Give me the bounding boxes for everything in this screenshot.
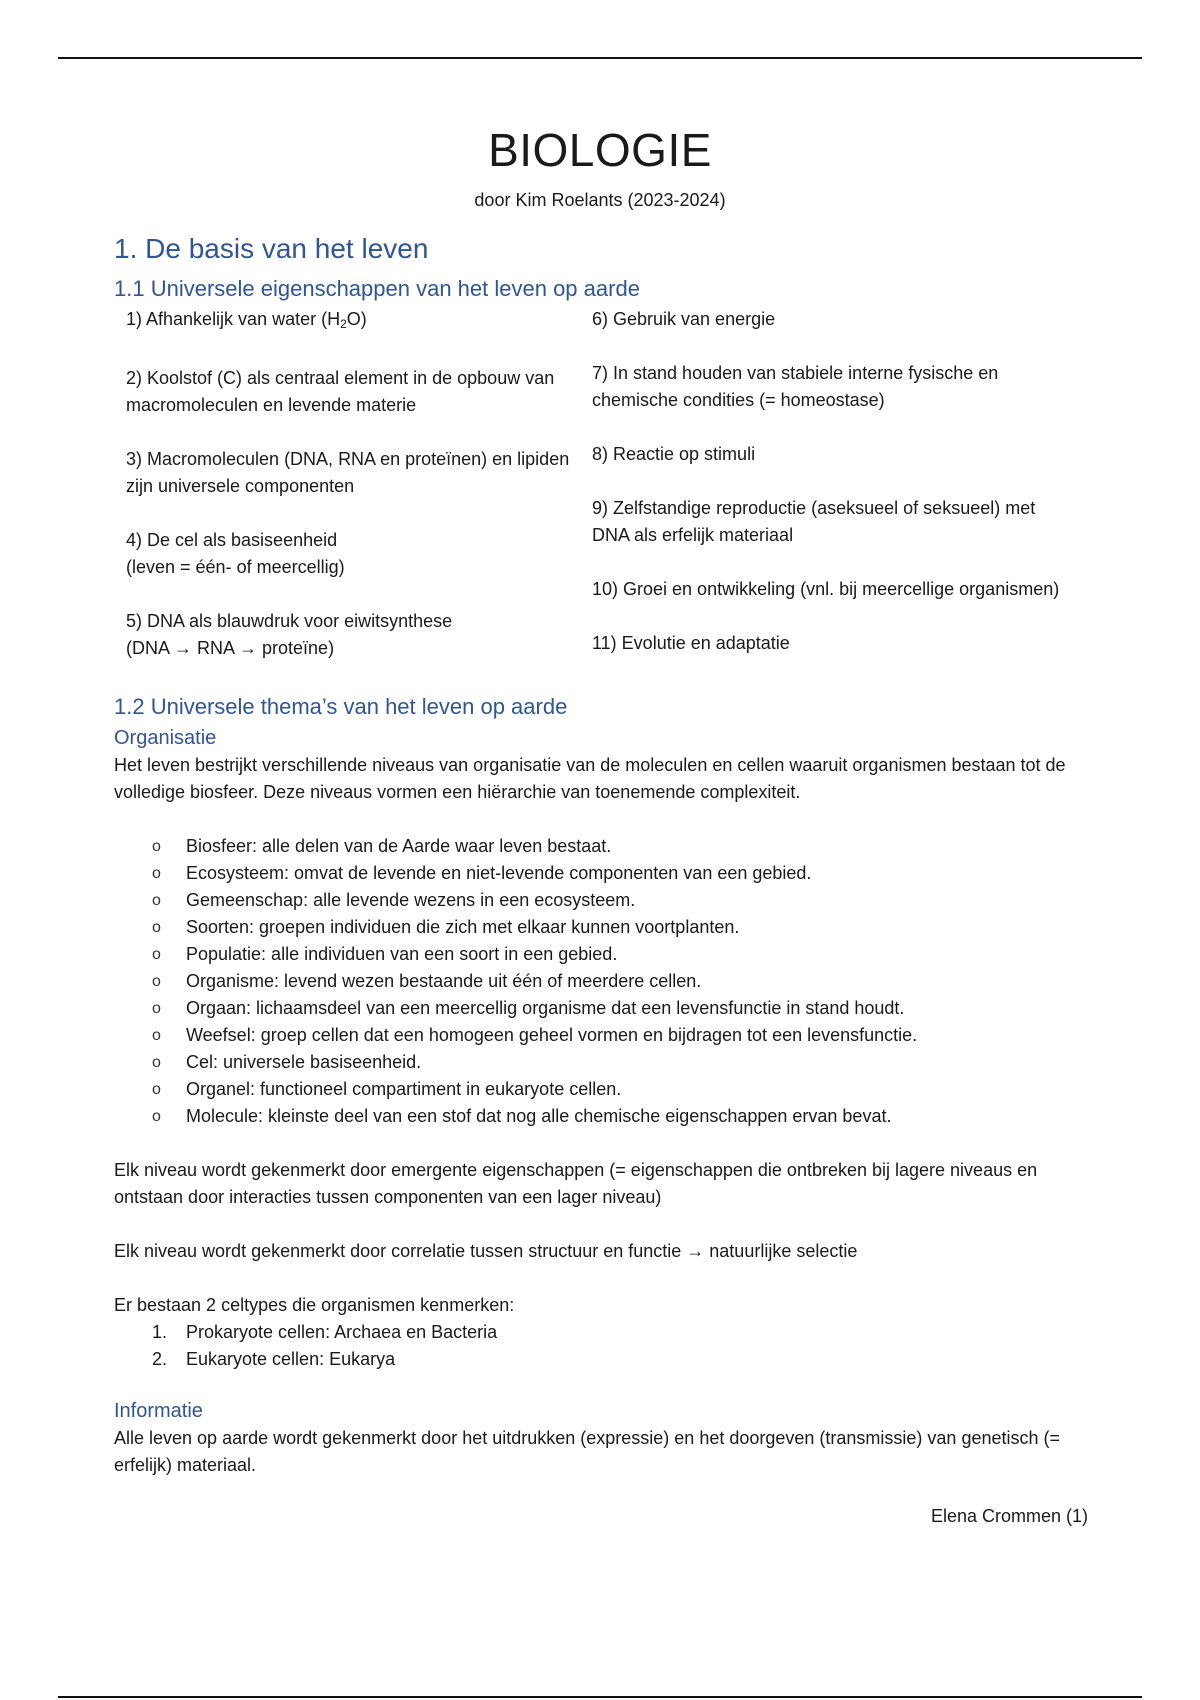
list-item: o Cel: universele basiseenheid. (152, 1049, 1086, 1076)
list-item: 1. Prokaryote cellen: Archaea en Bacteria (152, 1322, 498, 1342)
property-9: 9) Zelfstandige reproductie (aseksueel of seksueel) met DNA als erfelijk materiaal (592, 498, 1036, 545)
bullet-icon: o (152, 838, 161, 855)
organisatie-heading: Organisatie (114, 727, 217, 749)
document-page (114, 118, 1086, 1530)
bullet-icon: o (152, 946, 161, 963)
list-item: o Gemeenschap: alle levende wezens in een ecosysteem. (152, 887, 1086, 914)
informatie-heading: Informatie (114, 1400, 203, 1422)
bullet-icon: o (152, 865, 161, 882)
document-title: BIOLOGIE (488, 124, 712, 176)
emergent-properties-text: Elk niveau wordt gekenmerkt door emergente eigenschappen (= eigenschappen die ontbreken bij lagere niveaus en ontstaan door interacties tussen componenten van een lager niveau) (114, 1160, 1038, 1207)
property-1: 1) Afhankelijk van water $(H_2O)$ (126, 309, 367, 331)
organisation-levels-list (114, 833, 1086, 1130)
property-7: 7) In stand houden van stabiele interne fysische en chemische condities (= homeostase) (592, 363, 999, 410)
property-3: 3) Macromoleculen (DNA, RNA en proteïnen) en lipiden zijn universele componenten (126, 449, 570, 496)
bullet-icon: o (152, 1054, 161, 1071)
list-item: o Organisme: levend wezen bestaande uit één of meerdere cellen. (152, 968, 1086, 995)
property-8: 8) Reactie op stimuli (592, 444, 756, 464)
list-item: o Populatie: alle individuen van een soort in een gebied. (152, 941, 1086, 968)
list-item: o Weefsel: groep cellen dat een homogeen geheel vormen en bijdragen tot een levensfunctie. (152, 1022, 1086, 1049)
subscript-2: 2 (340, 317, 347, 331)
bullet-icon: o (152, 1081, 161, 1098)
bullet-icon: o (152, 1000, 161, 1017)
structure-function-text: Elk niveau wordt gekenmerkt door correlatie tussen structuur en functie → natuurlijke selectie (114, 1241, 858, 1261)
properties-right-column (592, 306, 1072, 662)
bullet-icon: o (152, 919, 161, 936)
bottom-rule (58, 1696, 1142, 1698)
list-item: o Organel: functioneel compartiment in eukaryote cellen. (152, 1076, 1086, 1103)
section-1-heading: 1. De basis van het leven (114, 233, 429, 264)
page-footer-author: Elena Crommen (1) (930, 1506, 1088, 1526)
organisatie-intro: Het leven bestrijkt verschillende niveaus van organisatie van de moleculen en cellen waaruit organismen bestaan tot de volledige biosfeer. Deze niveaus vormen een hiërarchie van toenemende complexiteit. (114, 755, 1066, 802)
bullet-icon: o (152, 892, 161, 909)
top-rule (58, 57, 1142, 59)
list-item: o Soorten: groepen individuen die zich met elkaar kunnen voortplanten. (152, 914, 1086, 941)
bullet-icon: o (152, 1027, 161, 1044)
property-6: 6) Gebruik van energie (592, 309, 776, 329)
property-5: 5) DNA als blauwdruk voor eiwitsynthese (DNA → RNA → proteïne) (126, 611, 453, 658)
bullet-icon: o (152, 1108, 161, 1125)
celltypes-intro: Er bestaan 2 celtypes die organismen kenmerken: (114, 1295, 515, 1315)
properties-grid (126, 306, 1086, 662)
list-item: o Orgaan: lichaamsdeel van een meercellig organisme dat een levensfunctie in stand houdt. (152, 995, 1086, 1022)
list-item: 2. Eukaryote cellen: Eukarya (152, 1349, 396, 1369)
list-item: o Ecosysteem: omvat de levende en niet-levende componenten van een gebied. (152, 860, 1086, 887)
property-2: 2) Koolstof (C) als centraal element in de opbouw van macromoleculen en levende materie (126, 368, 555, 415)
property-11: 11) Evolutie en adaptatie (592, 633, 790, 653)
properties-left-column (126, 306, 580, 662)
informatie-text: Alle leven op aarde wordt gekenmerkt door het uitdrukken (expressie) en het doorgeven (transmissie) van genetisch (= erfelijk) materiaal. (114, 1428, 1061, 1475)
bullet-icon: o (152, 973, 161, 990)
section-1-1-heading: 1.1 Universele eigenschappen van het leven op aarde (114, 276, 640, 301)
document-byline: door Kim Roelants (2023-2024) (474, 190, 726, 210)
property-4: 4) De cel als basiseenheid (leven = één- of meercellig) (126, 530, 345, 577)
section-1-2-heading: 1.2 Universele thema’s van het leven op aarde (114, 694, 568, 719)
property-10: 10) Groei en ontwikkeling (vnl. bij meercellige organismen) (592, 579, 1060, 599)
list-item: o Molecule: kleinste deel van een stof dat nog alle chemische eigenschappen ervan bevat. (152, 1103, 1086, 1130)
list-item: o Biosfeer: alle delen van de Aarde waar leven bestaat. (152, 833, 1086, 860)
celltypes-list (114, 1319, 1086, 1373)
